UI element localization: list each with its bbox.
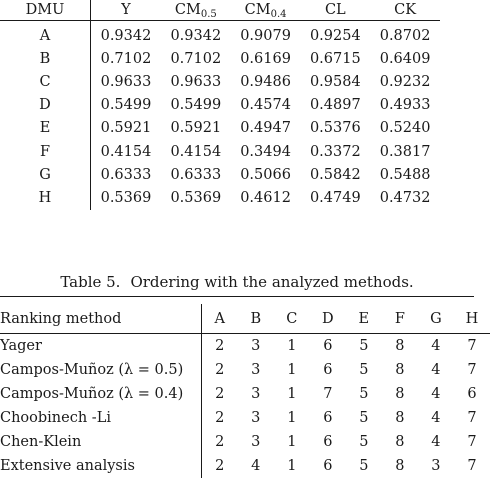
value-cell: 4 — [251, 458, 261, 474]
value-cell: 2 — [215, 410, 225, 426]
row-label-cell: A — [0, 21, 91, 48]
table-row — [0, 163, 440, 186]
value-cell: 0.3817 — [379, 143, 431, 160]
value-cell: 3 — [251, 410, 261, 426]
value-cell: 8 — [395, 338, 405, 354]
row-label-cell: H — [0, 186, 91, 209]
table-row — [0, 21, 440, 48]
value-cell: 5 — [359, 434, 369, 450]
header-b: B — [250, 310, 262, 327]
value-cell: 3 — [251, 338, 261, 354]
value-cell: 6 — [323, 362, 333, 378]
row-label-cell: D — [0, 94, 91, 117]
row-label-cell: F — [0, 140, 91, 163]
value-cell: 0.5921 — [100, 120, 152, 137]
table-row — [0, 70, 440, 93]
value-cell: 5 — [359, 386, 369, 402]
header-ranking-method: Ranking method — [0, 304, 201, 334]
value-cell: 7 — [467, 458, 477, 474]
value-cell: 2 — [215, 458, 225, 474]
dmu-scores-table — [0, 0, 440, 210]
value-cell: 0.5240 — [379, 120, 431, 137]
table-caption: Table 5. Ordering with the analyzed methods. — [60, 273, 414, 291]
header-dmu: DMU — [0, 0, 91, 21]
table-row — [0, 358, 490, 382]
value-cell: 0.5842 — [309, 166, 361, 183]
value-cell: 0.4574 — [240, 97, 291, 114]
row-label-cell: Extensive analysis — [0, 454, 201, 478]
value-cell: 0.7102 — [170, 50, 222, 67]
value-cell: 2 — [215, 434, 225, 450]
value-cell: 7 — [467, 434, 477, 450]
row-label-cell: Chen-Klein — [0, 430, 201, 454]
value-cell: 0.4154 — [170, 143, 222, 160]
table-row — [0, 454, 490, 478]
value-cell: 8 — [395, 410, 405, 426]
row-label-cell: Choobinech -Li — [0, 406, 201, 430]
table-row — [0, 47, 440, 70]
value-cell: 0.3494 — [240, 143, 291, 160]
value-cell: 8 — [395, 362, 405, 378]
value-cell: 1 — [287, 386, 297, 402]
header-cm04: $CM_{0.4}$ — [244, 2, 287, 20]
value-cell: 5 — [359, 410, 369, 426]
value-cell: 7 — [467, 362, 477, 378]
value-cell: 0.5921 — [170, 120, 222, 137]
value-cell: 3 — [431, 458, 441, 474]
value-cell: 4 — [431, 434, 441, 450]
value-cell: 0.6333 — [100, 166, 152, 183]
value-cell: 7 — [467, 410, 477, 426]
value-cell: 1 — [287, 458, 297, 474]
value-cell: 3 — [251, 434, 261, 450]
header-d: D — [322, 310, 334, 327]
value-cell: 0.8702 — [379, 27, 431, 44]
header-f: F — [394, 310, 405, 327]
value-cell: 6 — [323, 434, 333, 450]
header-a: A — [214, 310, 225, 327]
header-g: G — [430, 310, 442, 327]
value-cell: 0.4947 — [240, 120, 291, 137]
table-row — [0, 117, 440, 140]
value-cell: 7 — [323, 386, 333, 402]
value-cell: 1 — [287, 362, 297, 378]
table-row — [0, 94, 440, 117]
row-label-cell: C — [0, 70, 91, 93]
table-header-row — [0, 304, 490, 334]
value-cell: 2 — [215, 362, 225, 378]
value-cell: 0.4749 — [309, 189, 361, 206]
table-top-rule — [0, 296, 474, 297]
value-cell: 4 — [431, 362, 441, 378]
header-ck: CK — [394, 2, 417, 18]
value-cell: 0.5376 — [309, 120, 361, 137]
value-cell: 0.9633 — [170, 73, 222, 90]
value-cell: 3 — [251, 386, 261, 402]
value-cell: 0.4933 — [379, 97, 431, 114]
value-cell: 0.4897 — [309, 97, 361, 114]
table-row — [0, 382, 490, 406]
value-cell: 6 — [467, 386, 477, 402]
value-cell: 0.4732 — [379, 189, 431, 206]
value-cell: 6 — [323, 338, 333, 354]
value-cell: 0.5499 — [100, 97, 152, 114]
value-cell: 0.5488 — [379, 166, 431, 183]
value-cell: 1 — [287, 434, 297, 450]
value-cell: 0.9486 — [240, 73, 291, 90]
header-e: E — [358, 310, 370, 327]
ranking-table — [0, 304, 490, 478]
header-h: H — [465, 310, 479, 327]
value-cell: 5 — [359, 338, 369, 354]
value-cell: 6 — [323, 458, 333, 474]
value-cell: 0.6409 — [379, 50, 431, 67]
value-cell: 0.4612 — [240, 189, 291, 206]
value-cell: 0.6333 — [170, 166, 222, 183]
value-cell: 0.9342 — [170, 27, 222, 44]
value-cell: 0.5369 — [100, 189, 152, 206]
value-cell: 0.6715 — [309, 50, 361, 67]
row-label-cell: Campos-Muñoz (λ = 0.5) — [0, 358, 201, 382]
value-cell: 4 — [431, 410, 441, 426]
header-c: C — [286, 310, 298, 327]
value-cell: 0.5369 — [170, 189, 222, 206]
value-cell: 5 — [359, 362, 369, 378]
value-cell: 6 — [323, 410, 333, 426]
value-cell: 8 — [395, 434, 405, 450]
value-cell: 2 — [215, 338, 225, 354]
row-label-cell: B — [0, 47, 91, 70]
row-label-cell: G — [0, 163, 91, 186]
value-cell: 0.5066 — [240, 166, 291, 183]
value-cell: 0.9079 — [240, 27, 291, 44]
value-cell: 8 — [395, 458, 405, 474]
value-cell: 0.9633 — [100, 73, 152, 90]
table-row — [0, 334, 490, 359]
table-row — [0, 140, 440, 163]
value-cell: 0.9232 — [379, 73, 431, 90]
value-cell: 7 — [467, 338, 477, 354]
value-cell: 0.5499 — [170, 97, 222, 114]
value-cell: 0.6169 — [240, 50, 291, 67]
header-y: Y — [121, 2, 131, 18]
value-cell: 2 — [215, 386, 225, 402]
value-cell: 0.9584 — [309, 73, 361, 90]
value-cell: 1 — [287, 410, 297, 426]
row-label-cell: Yager — [0, 334, 201, 359]
header-cm05: $CM_{0.5}$ — [174, 2, 217, 20]
value-cell: 5 — [359, 458, 369, 474]
table-header-row — [0, 0, 440, 21]
value-cell: 8 — [395, 386, 405, 402]
value-cell: 1 — [287, 338, 297, 354]
value-cell: 0.3372 — [309, 143, 361, 160]
table-row — [0, 406, 490, 430]
value-cell: 0.9254 — [309, 27, 361, 44]
row-label-cell: Campos-Muñoz (λ = 0.4) — [0, 382, 201, 406]
value-cell: 4 — [431, 338, 441, 354]
value-cell: 4 — [431, 386, 441, 402]
value-cell: 0.4154 — [100, 143, 152, 160]
table-row — [0, 186, 440, 209]
value-cell: 0.7102 — [100, 50, 152, 67]
value-cell: 0.9342 — [100, 27, 152, 44]
value-cell: 3 — [251, 362, 261, 378]
row-label-cell: E — [0, 117, 91, 140]
table-row — [0, 430, 490, 454]
header-cl: CL — [324, 2, 346, 18]
